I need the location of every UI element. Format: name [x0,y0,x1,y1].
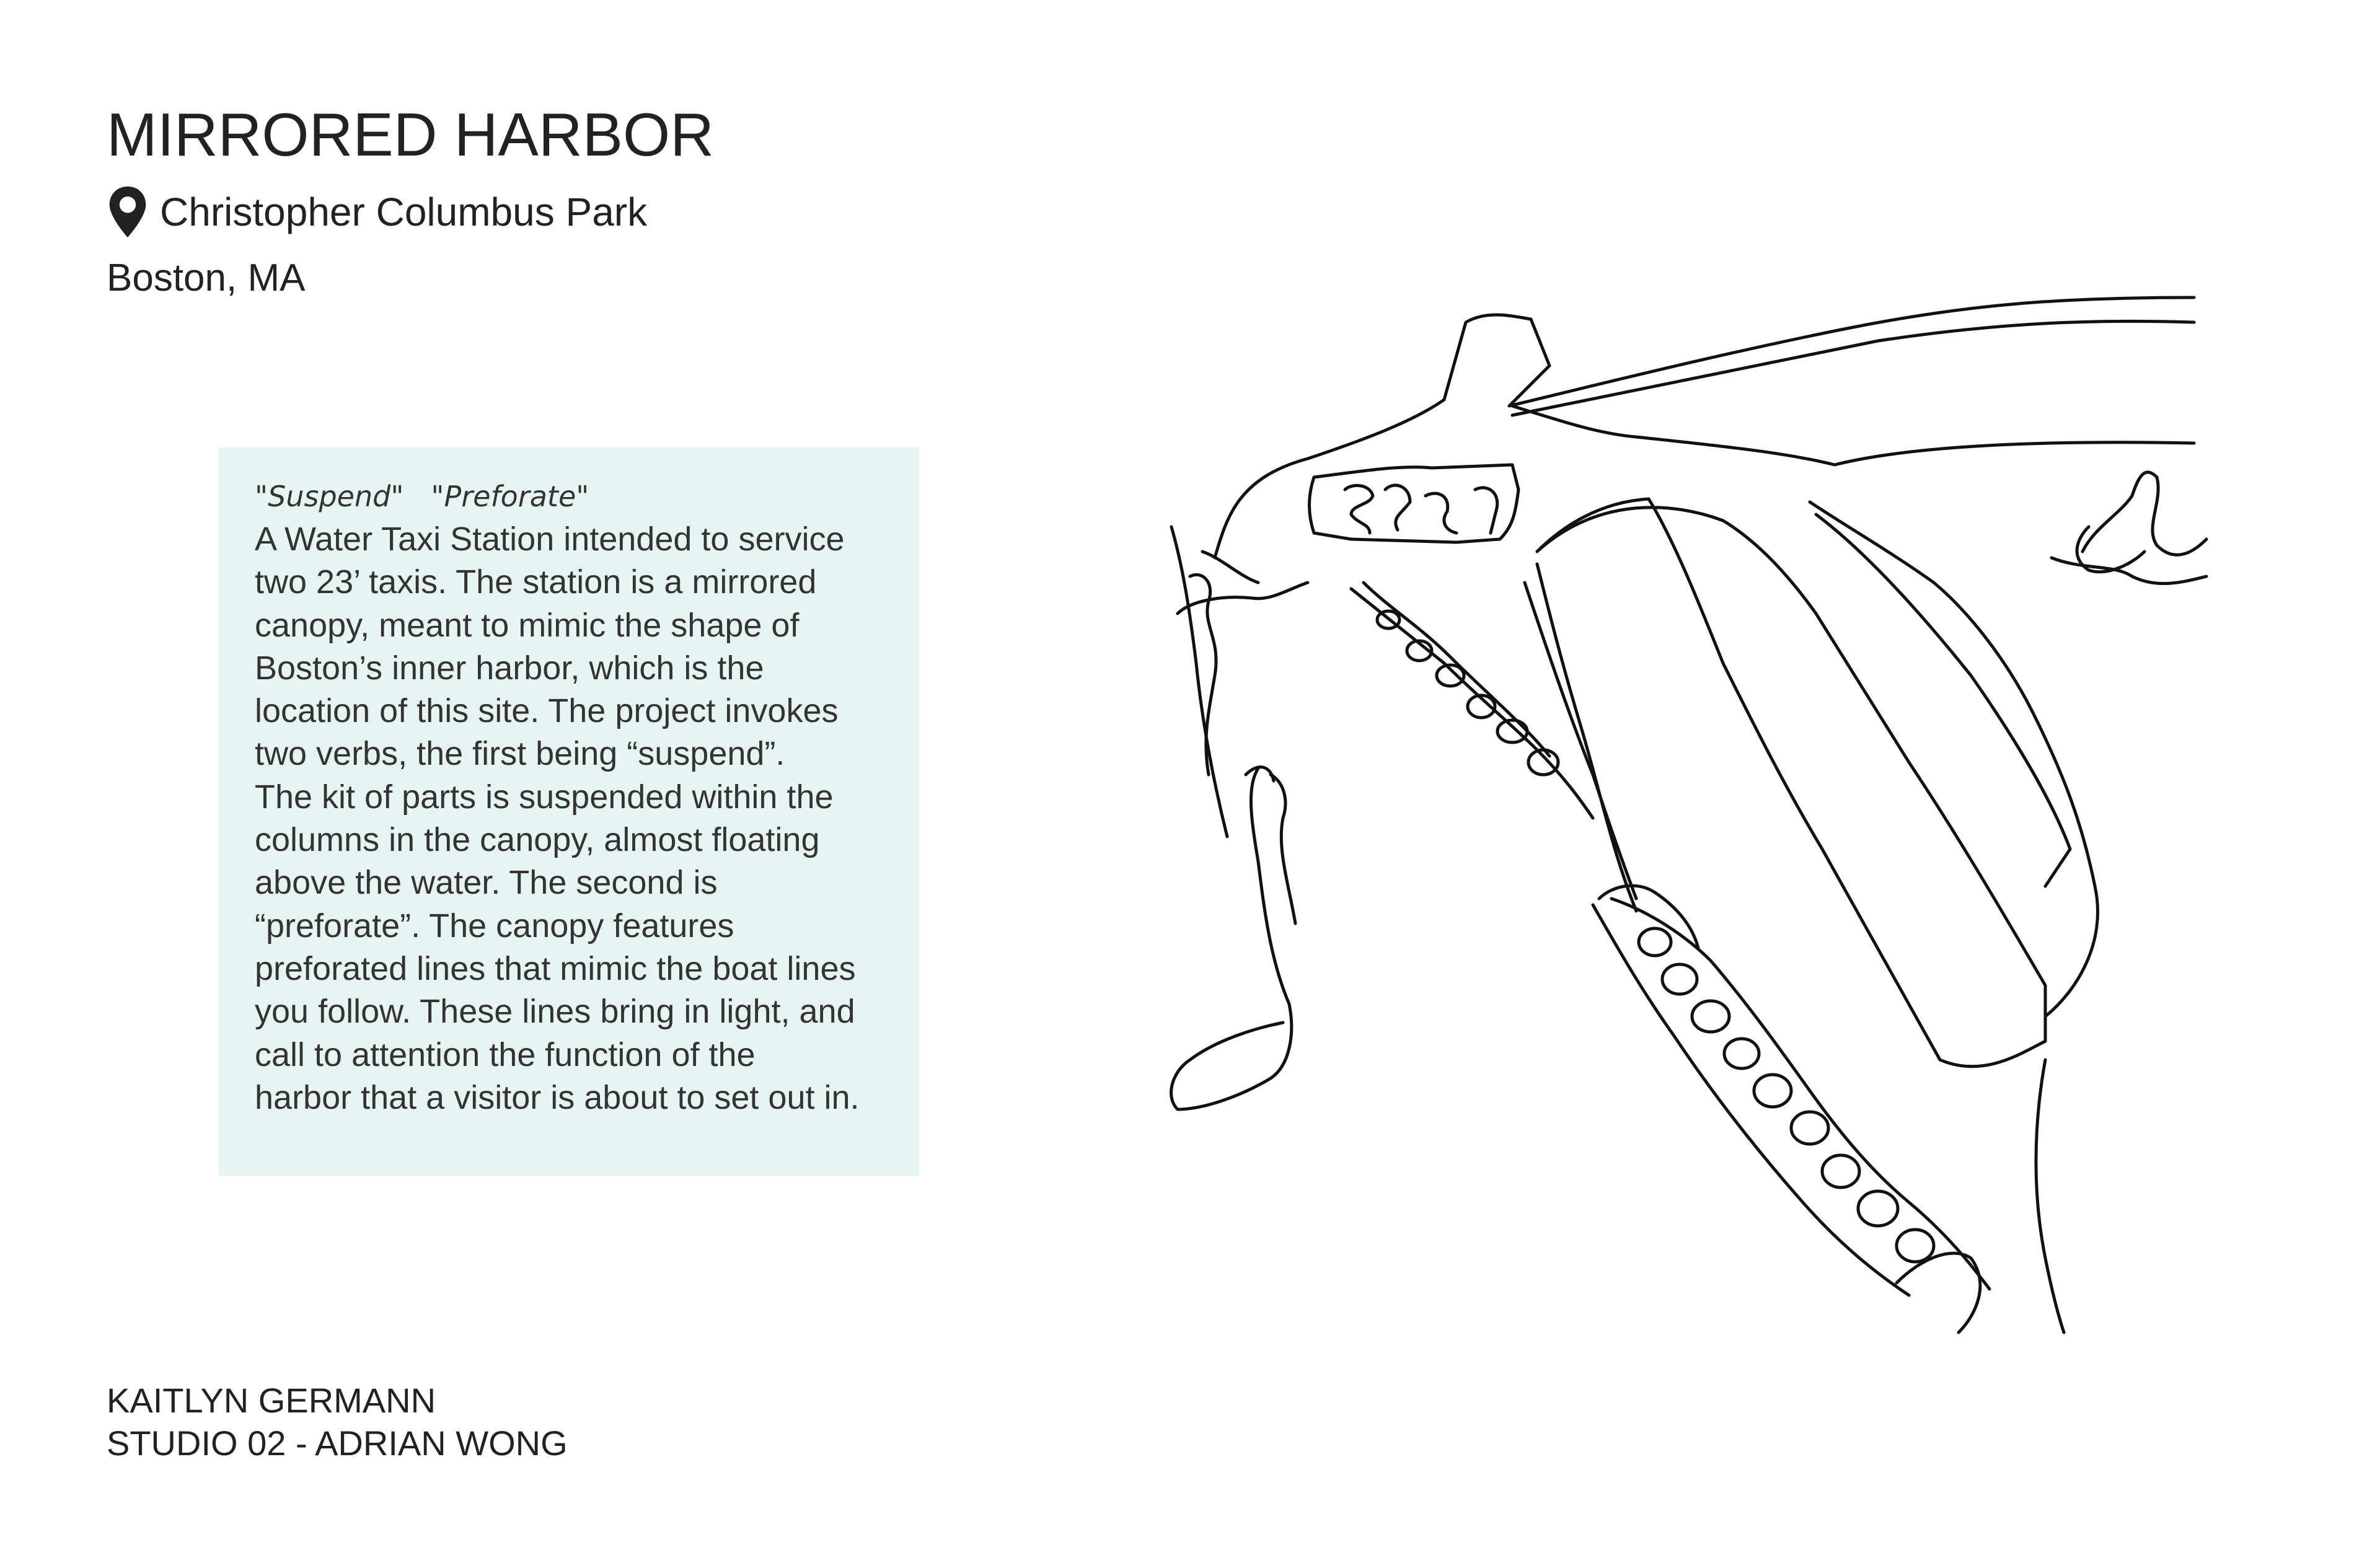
city-label: Boston, MA [107,257,306,299]
author-name: KAITLYN GERMANN [107,1381,436,1420]
description-box [219,447,919,1176]
description-line: Boston’s inner harbor, which is the [255,649,764,687]
map-pin-icon [105,185,150,239]
description-line: two 23’ taxis. The station is a mirrored [255,563,817,601]
studio-name: STUDIO 02 - ADRIAN WONG [107,1424,568,1463]
description-line: harbor that a visitor is about to set out in. [255,1078,860,1116]
description-line: above the water. The second is [255,864,718,902]
description-line: two verbs, the first being “suspend”. [255,735,785,773]
description-text [255,518,883,1119]
description-line: location of this site. The project invokes [255,692,839,730]
description-line: call to attention the function of the [255,1036,756,1073]
location-name: Christopher Columbus Park [160,190,648,234]
description-line: “preforate”. The canopy features [255,907,734,945]
verbs-label: "Suspend" "Preforate" [255,480,589,513]
description-line: canopy, meant to mimic the shape of [255,606,800,644]
description-line: you follow. These lines bring in light, and [255,993,855,1031]
page-title: MIRRORED HARBOR [107,100,715,169]
description-line: The kit of parts is suspended within the [255,778,834,816]
credits [107,1379,568,1464]
harbor-line-drawing [1165,291,2219,1339]
description-line: A Water Taxi Station intended to service [255,521,845,558]
location-row [105,185,647,239]
description-line: preforated lines that mimic the boat lines [255,949,856,987]
description-line: columns in the canopy, almost floating [255,821,820,859]
